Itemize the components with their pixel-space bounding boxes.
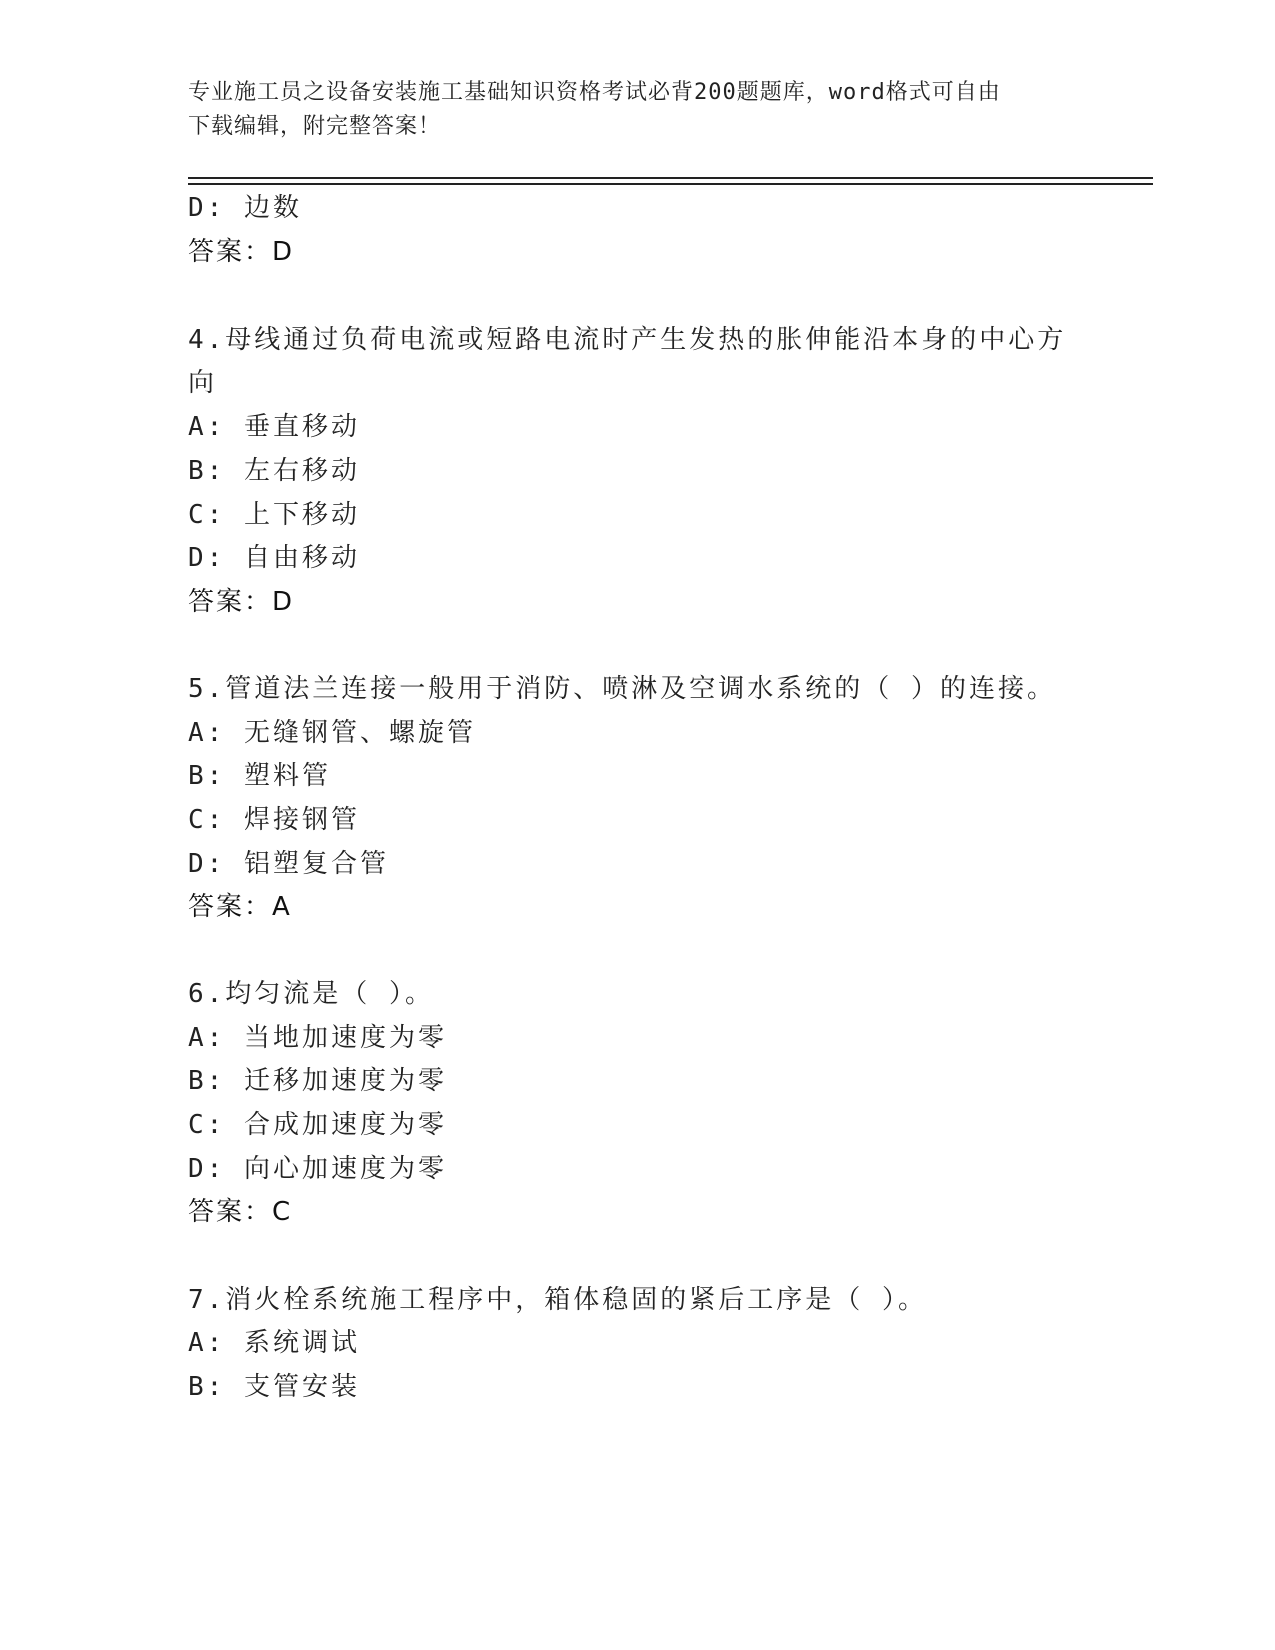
option-a: A: 当地加速度为零 [188,1023,447,1053]
answer-line: 答案：A [188,892,292,922]
question-stem: 7.消火栓系统施工程序中，箱体稳固的紧后工序是（ ）。 [188,1285,927,1315]
question-stem: 5.管道法兰连接一般用于消防、喷淋及空调水系统的（ ）的连接。 [188,674,1056,704]
question-stem-continued: 向 [188,368,218,398]
answer-line: 答案：D [188,237,295,267]
header-line-1: 专业施工员之设备安装施工基础知识资格考试必背200题题库，word格式可自由 [188,80,1001,105]
header-line-2: 下载编辑，附完整答案！ [188,114,442,139]
option-c: C: 合成加速度为零 [188,1110,447,1140]
option-c: C: 焊接钢管 [188,805,360,835]
option-b: B: 迁移加速度为零 [188,1066,447,1096]
option-a: A: 系统调试 [188,1328,360,1358]
option-b: B: 塑料管 [188,761,331,791]
option-a: A: 垂直移动 [188,412,360,442]
option-d: D: 铝塑复合管 [188,849,389,879]
option-d: D: 自由移动 [188,543,360,573]
question-stem: 6.均匀流是（ ）。 [188,979,434,1009]
answer-line: 答案：D [188,587,295,617]
option-d: D: 边数 [188,193,302,223]
header-divider-top [188,177,1153,179]
option-c: C: 上下移动 [188,500,360,530]
option-b: B: 支管安装 [188,1372,360,1402]
answer-line: 答案：C [188,1197,293,1227]
question-stem: 4.母线通过负荷电流或短路电流时产生发热的胀伸能沿本身的中心方 [188,325,1067,355]
option-a: A: 无缝钢管、螺旋管 [188,718,476,748]
document-header [188,76,1068,144]
option-b: B: 左右移动 [188,456,360,486]
option-d: D: 向心加速度为零 [188,1154,447,1184]
header-divider-bottom [188,183,1153,185]
